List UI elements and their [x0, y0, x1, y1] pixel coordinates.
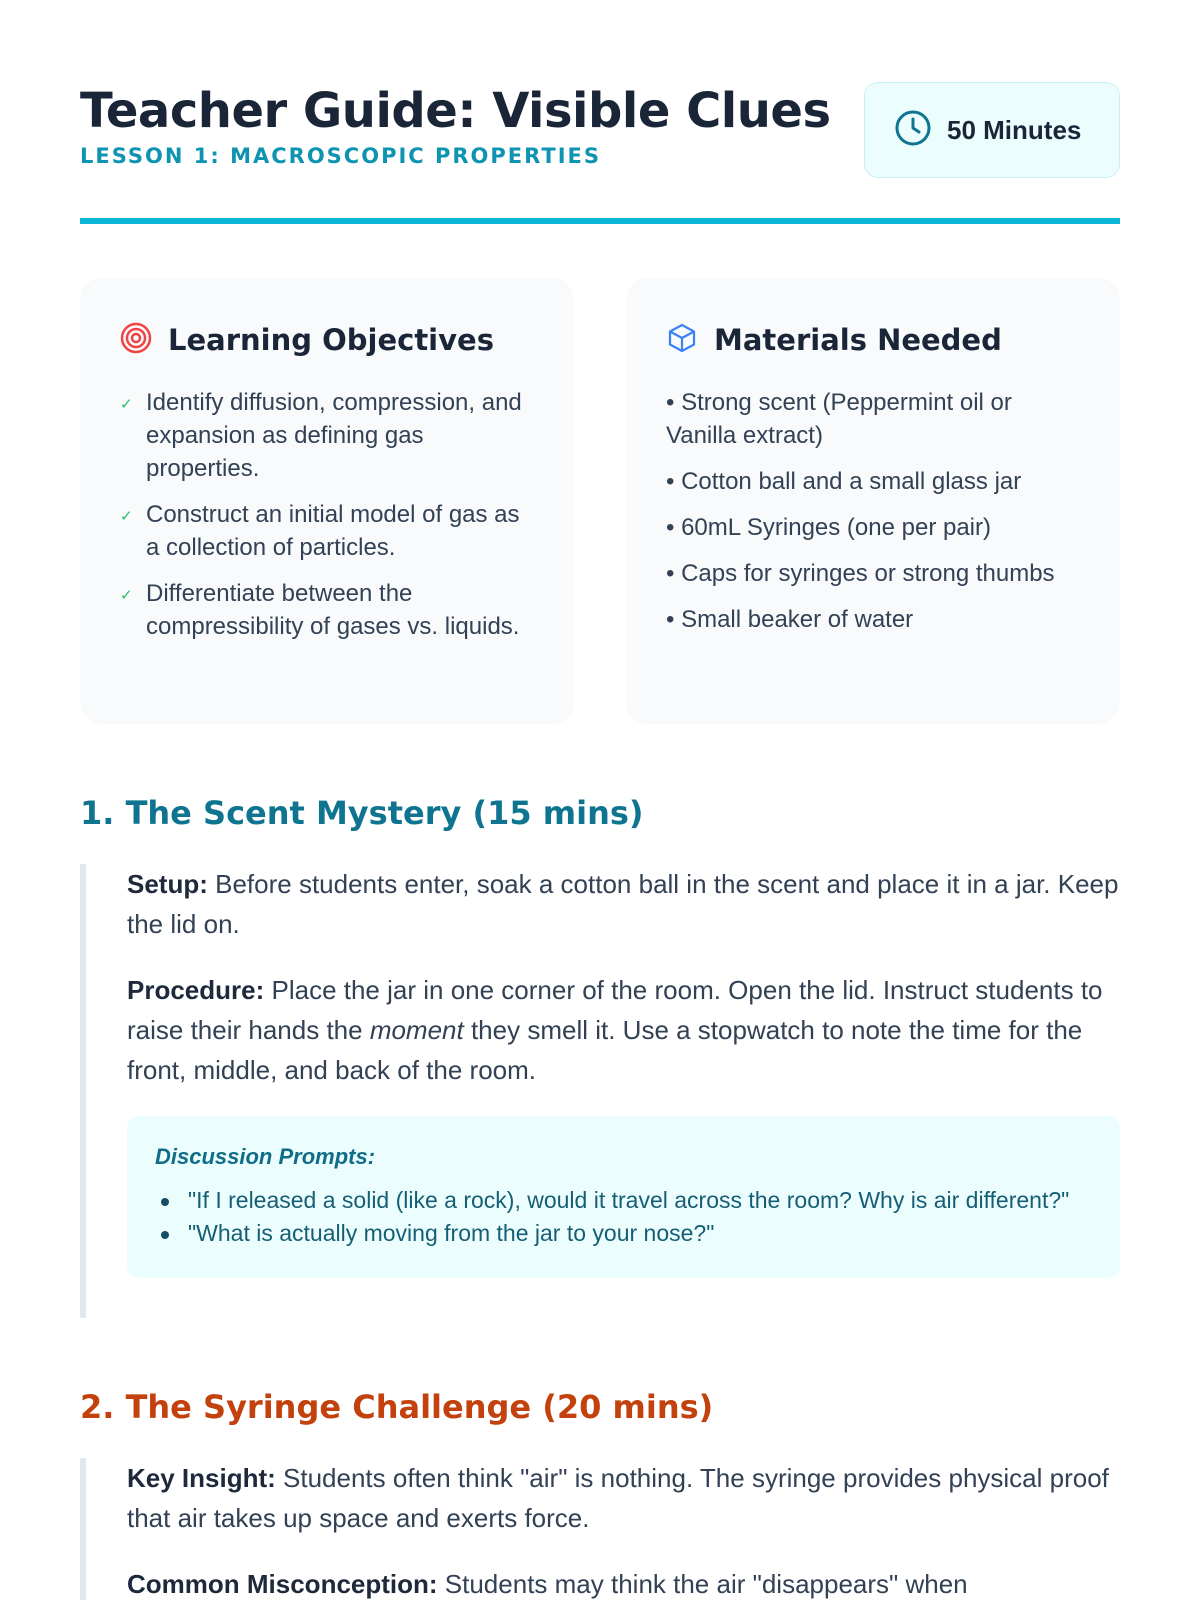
materials-title: Materials Needed: [714, 323, 1002, 357]
materials-card: [626, 278, 1120, 724]
lesson-subtitle: LESSON 1: MACROSCOPIC PROPERTIES: [80, 144, 601, 168]
duration-label: 50 Minutes: [947, 114, 1082, 145]
objectives-title: Learning Objectives: [168, 323, 494, 357]
page-header: [80, 82, 1120, 222]
list-item: "What is actually moving from the jar to your nose?": [155, 1217, 1092, 1250]
misconception-text: Students may think the air "disappears" when: [437, 1569, 968, 1599]
insight-text: Students often think "air" is nothing. The syringe provides physical proof that air takes up space and exerts force.: [127, 1463, 1109, 1533]
header-divider: [80, 218, 1120, 224]
insight-label: Key Insight:: [127, 1463, 276, 1493]
list-item: • Caps for syringes or strong thumbs: [666, 560, 1055, 587]
clock-icon: [893, 108, 933, 153]
list-item: • Small beaker of water: [666, 606, 914, 633]
list-item: "If I released a solid (like a rock), would it travel across the room? Why is air different?": [155, 1184, 1092, 1217]
page-title: Teacher Guide: Visible Clues: [80, 83, 831, 139]
objective-text: Differentiate between the compressibility of gases vs. liquids.: [146, 580, 520, 640]
procedure-text-b: they smell it. Use a stopwatch to note the time for the front, middle, and back of the room.: [127, 1015, 1083, 1085]
list-item: [120, 498, 534, 564]
duration-badge: [864, 82, 1120, 178]
check-icon: ✓: [120, 396, 133, 413]
prompts-title: Discussion Prompts:: [155, 1144, 376, 1169]
setup-text: Before students enter, soak a cotton ball in the scent and place it in a jar. Keep the lid on.: [127, 869, 1119, 939]
prompts-list: [155, 1184, 1092, 1250]
objectives-header: [120, 318, 534, 362]
objectives-list: [120, 386, 534, 643]
materials-list: [666, 386, 1080, 636]
discussion-prompts-box: [127, 1116, 1120, 1278]
learning-objectives-card: [80, 278, 574, 724]
section-1-title: 1. The Scent Mystery (15 mins): [80, 794, 644, 832]
target-icon: [120, 322, 152, 359]
misconception-label: Common Misconception:: [127, 1569, 438, 1599]
check-icon: ✓: [120, 587, 133, 604]
teacher-guide-page: [80, 0, 1120, 1600]
procedure-paragraph: [127, 970, 1120, 1090]
materials-header: [666, 318, 1080, 362]
objective-text: Construct an initial model of gas as a collection of particles.: [146, 501, 520, 561]
check-icon: ✓: [120, 508, 133, 525]
list-item: • Cotton ball and a small glass jar: [666, 468, 1022, 495]
procedure-emphasis: moment: [369, 1015, 464, 1045]
list-item: [120, 386, 534, 485]
list-item: • Strong scent (Peppermint oil or Vanilla extract): [666, 389, 1012, 449]
setup-label: Setup:: [127, 869, 208, 899]
insight-paragraph: [127, 1458, 1120, 1538]
setup-paragraph: [127, 864, 1120, 944]
section-2-title: 2. The Syringe Challenge (20 mins): [80, 1388, 714, 1426]
section-1-content: [80, 864, 1120, 1318]
list-item: • 60mL Syringes (one per pair): [666, 514, 991, 541]
objective-text: Identify diffusion, compression, and expansion as defining gas properties.: [146, 389, 522, 482]
procedure-label: Procedure:: [127, 975, 265, 1005]
list-item: [120, 577, 534, 643]
box-icon: [666, 322, 698, 359]
procedure-text-a: Place the jar in one corner of the room. Open the lid. Instruct students to raise their hands the: [127, 975, 1103, 1045]
section-2-content: [80, 1458, 1120, 1600]
misconception-paragraph: [127, 1564, 1120, 1600]
